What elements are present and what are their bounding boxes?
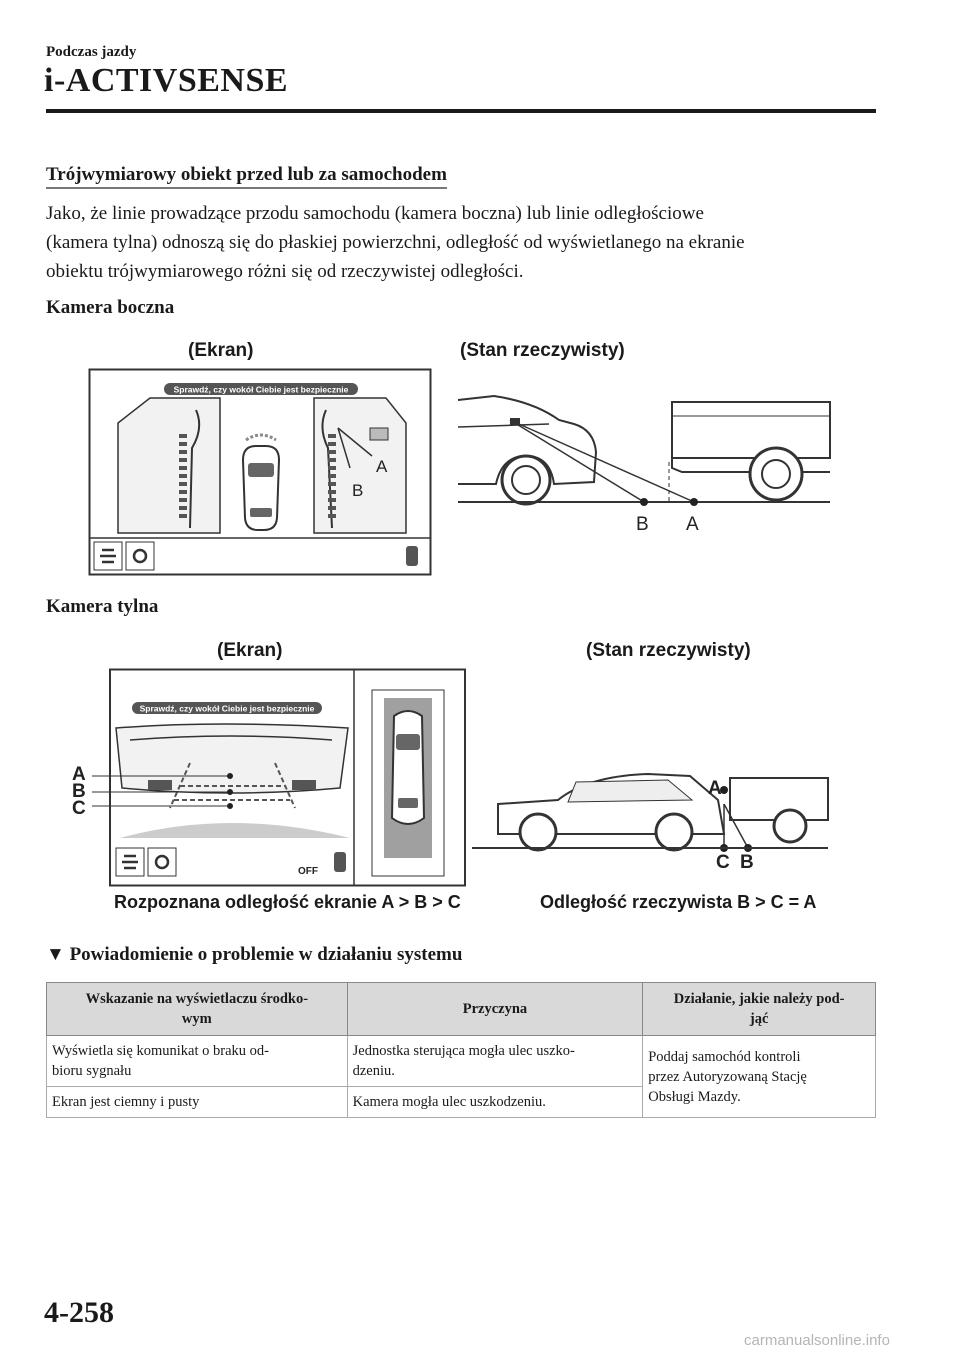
rear-screen-mark: A bbox=[72, 764, 86, 785]
troubleshooting-heading bbox=[46, 944, 462, 966]
table-row bbox=[47, 1036, 876, 1087]
header-line: Przyczyna bbox=[462, 1001, 528, 1017]
side-screen-label: (Ekran) bbox=[188, 340, 254, 361]
side-actual-mark: B bbox=[636, 514, 649, 532]
section-name: Podczas jazdy bbox=[46, 44, 137, 60]
side-screen-mark: A bbox=[376, 457, 388, 476]
cell-line: Jednostka sterująca mogła ulec uszko- bbox=[352, 1043, 575, 1059]
rear-screen-mark: B bbox=[72, 781, 86, 802]
header-rule bbox=[46, 109, 876, 113]
column-header-action bbox=[643, 983, 876, 1036]
subsection-title-text: Trójwymiarowy obiekt przed lub za samochodem bbox=[46, 164, 447, 189]
side-banner-text: Sprawdź, czy wokół Ciebie jest bezpiecznie bbox=[173, 384, 349, 395]
rear-camera-heading: Kamera tylna bbox=[46, 596, 159, 617]
side-camera-heading: Kamera boczna bbox=[46, 297, 175, 318]
rear-screen-mark: C bbox=[72, 798, 86, 819]
side-screen-mark: B bbox=[352, 481, 364, 500]
cell-line: Poddaj samochód kontroli bbox=[648, 1048, 801, 1065]
rear-off-label: OFF bbox=[298, 866, 318, 877]
cell-line: Wyświetla się komunikat o braku od- bbox=[52, 1043, 269, 1059]
cell-line: Obsługi Mazdy. bbox=[648, 1088, 741, 1105]
rear-camera-screen-illustration bbox=[70, 668, 468, 888]
column-header-cause bbox=[347, 983, 643, 1036]
header-line: jąć bbox=[749, 1011, 769, 1027]
paragraph-line: Jako, że linie prowadzące przodu samochodu (kamera boczna) lub linie odległościowe bbox=[46, 203, 704, 224]
cell-line: przez Autoryzowaną Stację bbox=[648, 1068, 807, 1085]
rear-banner-text: Sprawdź, czy wokół Ciebie jest bezpiecznie bbox=[139, 703, 315, 714]
troubleshooting-table bbox=[46, 982, 876, 1118]
cause-cell bbox=[347, 1036, 643, 1087]
rear-screen-label: (Ekran) bbox=[217, 640, 283, 661]
side-actual-label: (Stan rzeczywisty) bbox=[460, 340, 625, 361]
cell-line: bioru sygnału bbox=[52, 1063, 132, 1079]
header-line: wym bbox=[181, 1011, 212, 1027]
cell-line: Kamera mogła ulec uszkodzeniu. bbox=[352, 1094, 546, 1110]
triangle-marker-icon: ▼ bbox=[46, 944, 65, 965]
rear-camera-actual-illustration bbox=[468, 764, 830, 886]
rear-actual-mark: C bbox=[716, 852, 730, 873]
rear-actual-caption: Odległość rzeczywista B > C = A bbox=[540, 892, 817, 912]
subsection-title bbox=[46, 164, 447, 186]
rear-actual-label: (Stan rzeczywisty) bbox=[586, 640, 751, 661]
header-line: Działanie, jakie należy pod- bbox=[673, 991, 845, 1007]
troubleshooting-title: Powiadomienie o problemie w działaniu systemu bbox=[69, 944, 463, 965]
side-camera-actual-illustration bbox=[454, 372, 832, 532]
subsection-paragraph bbox=[46, 199, 886, 286]
header-line: Wskazanie na wyświetlaczu środko- bbox=[85, 991, 309, 1007]
page-number: 4-258 bbox=[44, 1296, 114, 1329]
table-header-row bbox=[47, 983, 876, 1036]
cell-line: dzeniu. bbox=[352, 1063, 395, 1079]
rear-actual-mark: A bbox=[708, 778, 722, 799]
indication-cell bbox=[47, 1036, 348, 1087]
side-camera-screen-illustration bbox=[88, 368, 432, 576]
action-cell bbox=[643, 1036, 876, 1118]
paragraph-line: (kamera tylna) odnoszą się do płaskiej powierzchni, odległość od wyświetlanego na ekranie bbox=[46, 232, 745, 253]
side-actual-mark: A bbox=[686, 514, 699, 532]
paragraph-line: obiektu trójwymiarowego różni się od rzeczywistej odległości. bbox=[46, 261, 524, 282]
chapter-title: i-ACTIVSENSE bbox=[44, 62, 289, 99]
column-header-indication bbox=[47, 983, 348, 1036]
cause-cell bbox=[347, 1087, 643, 1118]
cell-line: Ekran jest ciemny i pusty bbox=[52, 1094, 200, 1110]
watermark: carmanualsonline.info bbox=[744, 1332, 890, 1349]
rear-actual-mark: B bbox=[740, 852, 754, 873]
indication-cell bbox=[47, 1087, 348, 1118]
rear-screen-caption: Rozpoznana odległość ekranie A > B > C bbox=[114, 892, 461, 912]
